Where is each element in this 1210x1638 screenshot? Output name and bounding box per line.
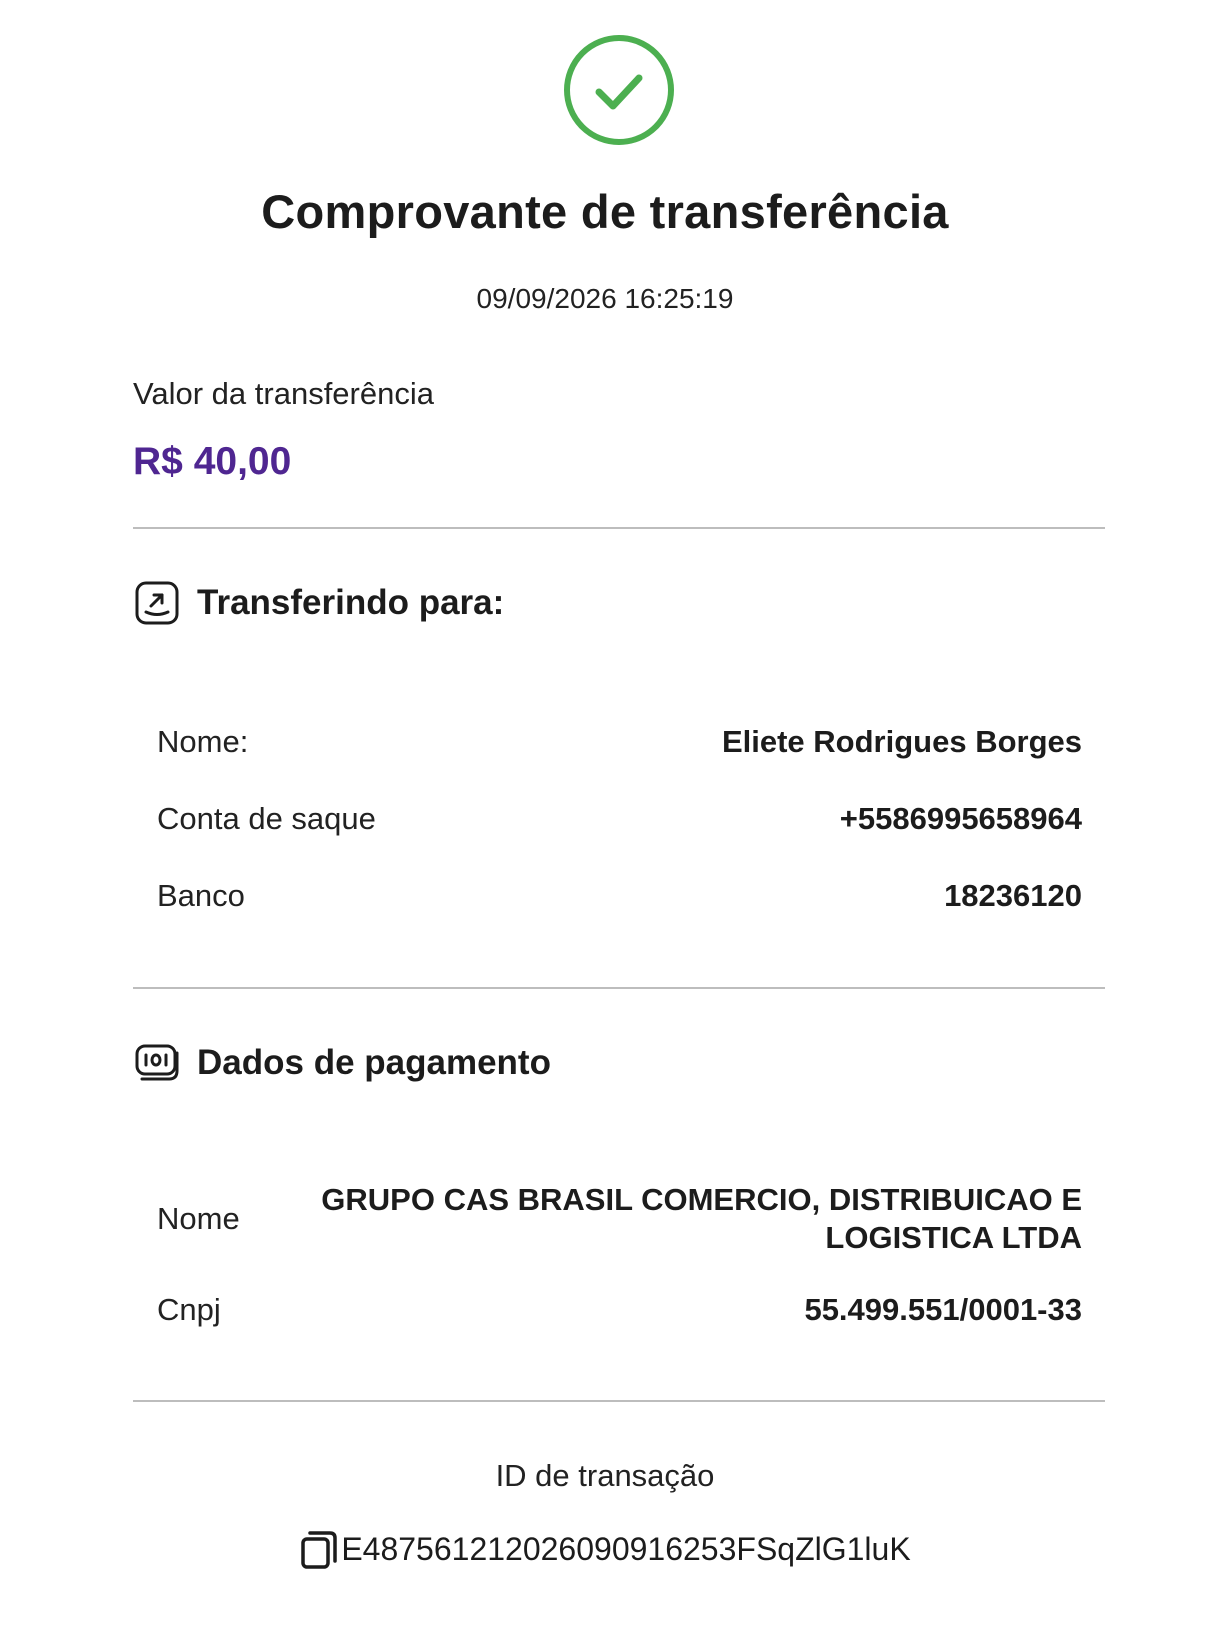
recipient-heading: Transferindo para: [197, 583, 505, 622]
banknote-icon [133, 1039, 181, 1087]
detail-row-recipient-name [157, 724, 1082, 760]
detail-value: +5586995658964 [839, 801, 1082, 836]
payment-heading: Dados de pagamento [197, 1043, 551, 1082]
check-circle-icon [562, 33, 676, 147]
detail-key: Banco [157, 878, 245, 913]
detail-value: Eliete Rodrigues Borges [721, 724, 1082, 759]
divider [133, 987, 1105, 989]
detail-value: 55.499.551/0001-33 [804, 1292, 1082, 1327]
transaction-id-label: ID de transação [495, 1458, 715, 1493]
payment-section-header [133, 1038, 551, 1088]
page-title: Comprovante de transferência [261, 185, 949, 238]
divider [133, 1400, 1105, 1402]
detail-key: Conta de saque [157, 801, 376, 836]
detail-row-bank [157, 878, 1082, 914]
detail-key: Nome [157, 1201, 240, 1236]
detail-row-cnpj [157, 1292, 1082, 1328]
transfer-out-icon [133, 579, 181, 627]
divider [133, 527, 1105, 529]
transaction-id-value: E487561212026090916253FSqZlG1luK [341, 1530, 911, 1567]
amount-label: Valor da transferência [133, 376, 434, 411]
detail-value: GRUPO CAS BRASIL COMERCIO, DISTRIBUICAO E LOGISTICA LTDA [321, 1182, 1082, 1255]
copy-icon[interactable] [299, 1528, 339, 1570]
detail-key: Cnpj [157, 1292, 221, 1327]
transfer-datetime: 09/09/2026 16:25:19 [476, 283, 734, 314]
transaction-id-row[interactable] [0, 1528, 1210, 1570]
detail-row-payee-name [157, 1181, 1082, 1257]
detail-row-withdraw-account [157, 801, 1082, 837]
recipient-section-header [133, 578, 504, 628]
detail-value: 18236120 [944, 878, 1082, 913]
amount-value: R$ 40,00 [133, 440, 292, 483]
detail-key: Nome: [157, 724, 249, 759]
